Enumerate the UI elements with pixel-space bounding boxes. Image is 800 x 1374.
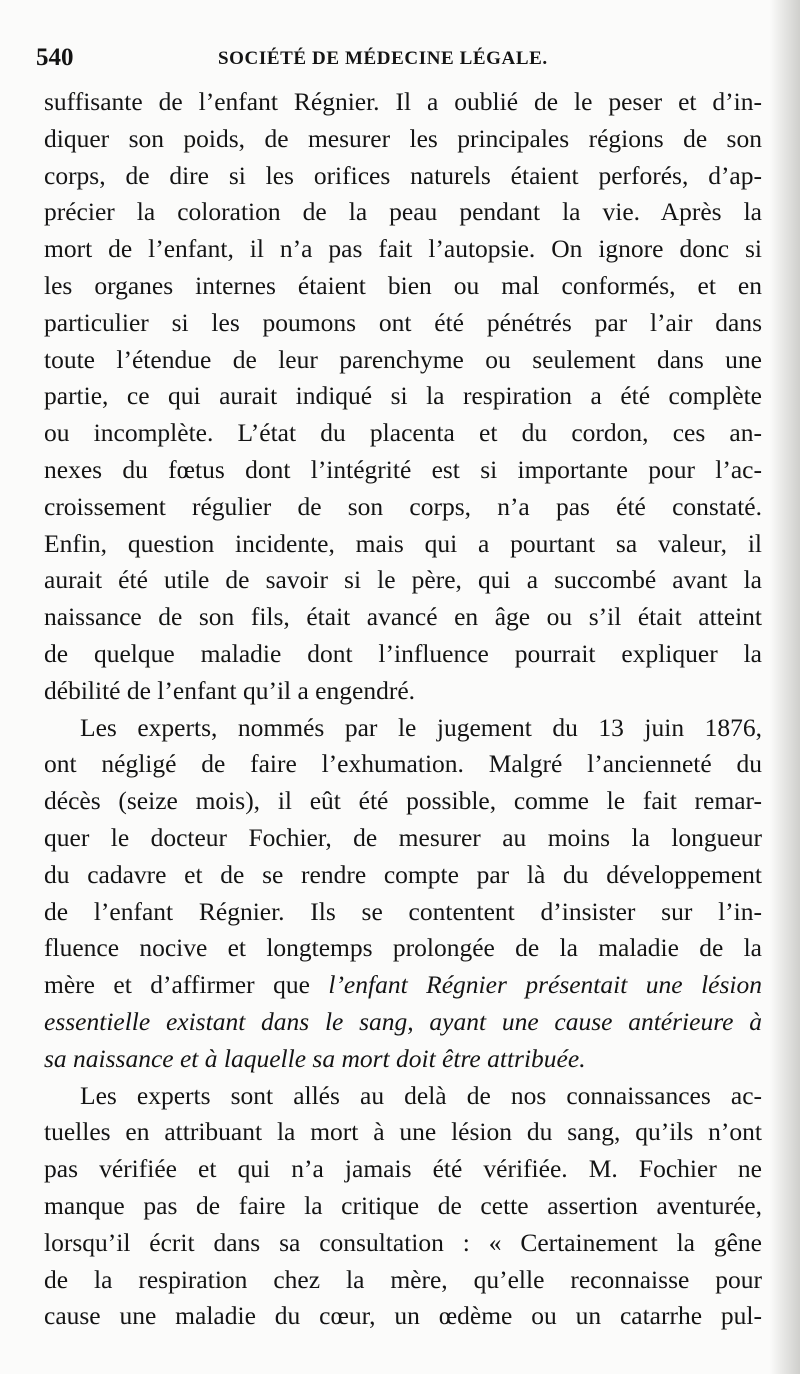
page-edge-shadow xyxy=(770,0,800,1374)
text-line: quer le docteur Fochier, de mesurer au moins la longueur xyxy=(44,822,762,852)
text-line: Enfin, question incidente, mais qui a pourtant sa valeur, il xyxy=(44,528,762,558)
text-line-mixed xyxy=(44,967,762,1004)
text-line: manque pas de faire la critique de cette assertion aventurée, xyxy=(44,1190,762,1220)
text-line: les organes internes étaient bien ou mal conformés, et en xyxy=(44,270,762,300)
text-line: aurait été utile de savoir si le père, qui a succombé avant la xyxy=(44,565,762,595)
page-header xyxy=(36,44,760,76)
text-line: lorsqu’il écrit dans sa consultation : « Certainement la gêne xyxy=(44,1227,762,1257)
text-line-italic xyxy=(44,1041,762,1078)
running-title: SOCIÉTÉ DE MÉDECINE LÉGALE. xyxy=(218,48,548,69)
text-line: mort de l’enfant, il n’a pas fait l’autopsie. On ignore donc si xyxy=(44,234,762,264)
italic-quote: sa naissance et à laquelle sa mort doit être attribuée. xyxy=(44,1043,586,1073)
text-line: précier la coloration de la peau pendant la vie. Après la xyxy=(44,197,762,227)
text-line: partie, ce qui aurait indiqué si la respiration a été complète xyxy=(44,381,762,411)
text-line: de l’enfant Régnier. Ils se contentent d’insister sur l’in- xyxy=(44,896,762,926)
text-line: suffisante de l’enfant Régnier. Il a oublié de le peser et d’in- xyxy=(44,87,762,116)
text-line: pas vérifiée et qui n’a jamais été vérifiée. M. Fochier ne xyxy=(44,1154,762,1184)
body-text xyxy=(44,84,762,1335)
text-line: débilité de l’enfant qu’il a engendré. xyxy=(44,675,416,705)
text-span: mère et d’affirmer que xyxy=(44,970,329,1000)
text-line: diquer son poids, de mesurer les principales régions de son xyxy=(44,123,762,153)
text-line: de la respiration chez la mère, qu’elle reconnaisse pour xyxy=(44,1264,762,1294)
text-line: ou incomplète. L’état du placenta et du cordon, ces an- xyxy=(44,418,762,448)
italic-quote: l’enfant Régnier présentait une lésion xyxy=(328,970,762,1000)
text-line: de quelque maladie dont l’influence pourrait expliquer la xyxy=(44,638,762,668)
text-line: croissement régulier de son corps, n’a pas été constaté. xyxy=(44,491,762,521)
text-line: cause une maladie du cœur, un œdème ou un catarrhe pul- xyxy=(44,1301,762,1331)
text-line: nexes du fœtus dont l’intégrité est si importante pour l’ac- xyxy=(44,454,762,484)
text-line: décès (seize mois), il eût été possible, comme le fait remar- xyxy=(44,786,762,816)
text-line: ont négligé de faire l’exhumation. Malgré l’ancienneté du xyxy=(44,749,762,779)
text-line: Les experts sont allés au delà de nos connaissances ac- xyxy=(80,1080,762,1110)
text-line-italic xyxy=(44,1004,762,1041)
text-line: tuelles en attribuant la mort à une lésion du sang, qu’ils n’ont xyxy=(44,1117,762,1147)
text-line: fluence nocive et longtemps prolongée de la maladie de la xyxy=(44,933,762,963)
text-line: particulier si les poumons ont été pénétrés par l’air dans xyxy=(44,307,762,337)
text-line: du cadavre et de se rendre compte par là du développement xyxy=(44,859,762,889)
text-line: corps, de dire si les orifices naturels étaient perforés, d’ap- xyxy=(44,160,762,190)
page-number: 540 xyxy=(36,44,74,71)
text-line: toute l’étendue de leur parenchyme ou seulement dans une xyxy=(44,344,762,374)
text-line: naissance de son fils, était avancé en âge ou s’il était atteint xyxy=(44,602,762,632)
italic-quote: essentielle existant dans le sang, ayant une cause antérieure à xyxy=(44,1006,762,1036)
text-line: Les experts, nommés par le jugement du 13 juin 1876, xyxy=(80,712,762,742)
